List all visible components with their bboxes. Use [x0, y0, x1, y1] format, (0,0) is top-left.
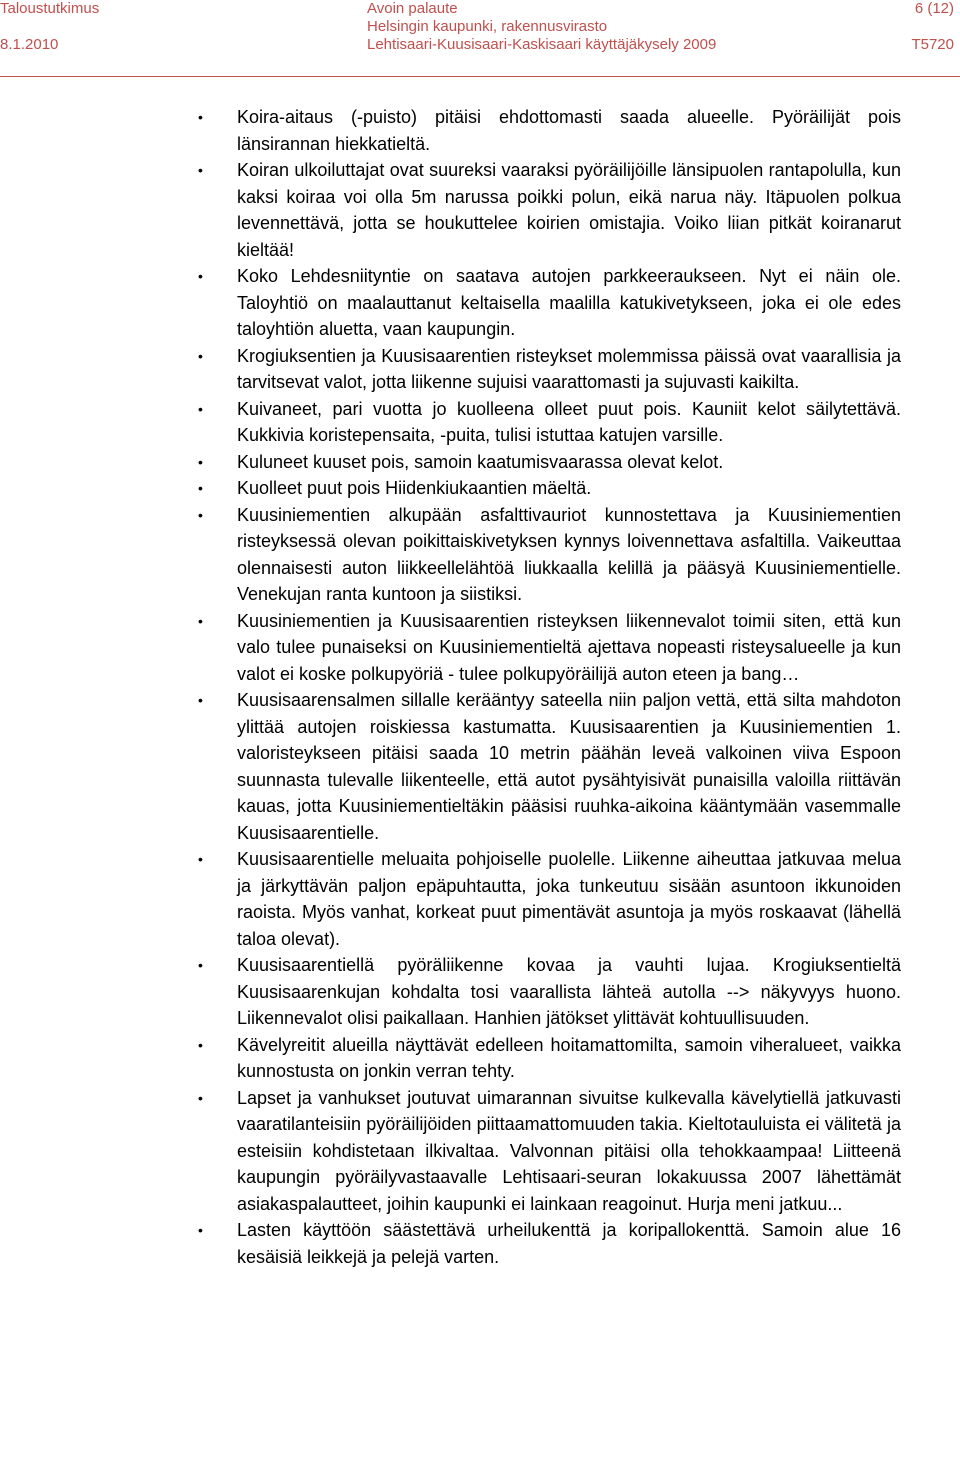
list-item: [198, 687, 901, 846]
section-title: Avoin palaute: [367, 0, 458, 17]
list-item: [198, 263, 901, 343]
list-item-text: Kuolleet puut pois Hiidenkiukaantien mäeltä.: [237, 478, 592, 498]
feedback-list: [198, 104, 901, 1270]
bullet-icon: •: [198, 612, 203, 629]
list-item: [198, 157, 901, 263]
list-item-text: Koira-aitaus (-puisto) pitäisi ehdottomasti saada alueelle. Pyöräilijät pois länsirannan hiekkatieltä.: [237, 107, 901, 154]
list-item-text: Kuusiniementien alkupään asfalttivauriot kunnostettava ja Kuusiniementien risteyksessä olevan poikittaiskivetyksen kynnys loivennettava asfaltilla. Vaikeuttaa olennaisesti auton liikkeellelähtöä liukkaalla kelillä ja pääsyä Kuusiniementielle. Venekujan ranta kuntoon ja siistiksi.: [237, 504, 901, 604]
project-code: T5720: [911, 36, 954, 53]
list-item-text: Koko Lehdesniityntie on saatava autojen parkkeeraukseen. Nyt ei näin ole. Taloyhtiö on maalauttanut keltaisella maalilla katukivetykseen, joka ei ole edes taloyhtiön aluetta, vaan kaupungin.: [237, 266, 901, 339]
report-source: Taloustutkimus: [0, 0, 100, 17]
bullet-icon: •: [198, 957, 203, 973]
bullet-icon: •: [198, 506, 203, 523]
list-item-text: Kuusiniementien ja Kuusisaarentien risteyksen liikennevalot toimii siten, että kun valo tulee punaiseksi on Kuusiniementieltä ajettava nopeasti risteysalueelle ja kun valot ei koske polkupyöriä - tulee polkupyöräilijä auton eteen ja bang…: [237, 610, 901, 684]
bullet-icon: •: [198, 453, 203, 470]
list-item-text: Lapset ja vanhukset joutuvat uimarannan sivuitse kulkevalla kävelytiellä jatkuvasti vaaratilanteisiin pyöräilijöiden piittaamattomuuden takia. Kieltotauluista ei välitetä ja esteisiin kohdistetaan ilkivaltaa. Valvonnan pitäisi olla tehokkaampaa! Liitteenä kaupungin pyöräilyvastaavalle Lehtisaari-seuran lokakuussa 2007 lähettämät asiakaspalautteet, joihin kaupunki ei lainkaan reagoinut. Hurja meni jatkuu...: [237, 1087, 901, 1214]
list-item: [198, 449, 901, 476]
list-item-text: Kuusisaarensalmen sillalle kerääntyy sateella niin paljon vettä, että silta mahdoton ylittää autojen roiskiessa kastumatta. Kuusisaarentien ja Kuusiniementien 1. valoristeykseen pitäisi saada 10 metrin päähän leveä valkoinen viiva Espoon suunnasta tulevalle liikenteelle, että autot pysähtyisivät punaisilla valoilla riittävän kauas, jotta Kuusiniementieltäkin pääsisi ruuhka-aikoina kääntymään vasemmalle Kuusisaarentielle.: [237, 690, 901, 843]
list-item-text: Krogiuksentien ja Kuusisaarentien risteykset molemmissa päissä ovat vaarallisia ja tarvitsevat valot, jotta liikenne sujuisi vaarattomasti ja sujuvasti kaikilta.: [237, 345, 901, 392]
list-item: [198, 1217, 901, 1270]
list-item: [198, 502, 901, 608]
list-item: [198, 343, 901, 396]
list-item: [198, 952, 901, 1032]
list-item-text: Kuusisaarentielle meluaita pohjoiselle puolelle. Liikenne aiheuttaa jatkuvaa melua ja järkyttävän paljon epäpuhtautta, joka tunkeutuu sisään asuntoon ikkunoiden raoista. Myös vanhat, korkeat puut pimentävät asuntoja ja myös roskaavat (lähellä taloa olevat).: [237, 849, 901, 949]
list-item: [198, 104, 901, 157]
bullet-icon: •: [198, 162, 203, 178]
list-item-text: Kuluneet kuuset pois, samoin kaatumisvaarassa olevat kelot.: [237, 451, 724, 472]
list-item-text: Koiran ulkoiluttajat ovat suureksi vaaraksi pyöräilijöille länsipuolen rantapolulla, kun kaksi koiraa voi olla 5m narussa poikki polun, eikä narua näy. Itäpuolen polkua levennettävä, jotta se houkuttelee koirien omistajia. Voiko liian pitkät koiranarut kieltää!: [237, 160, 901, 260]
list-item: [198, 1085, 901, 1218]
list-item-text: Lasten käyttöön säästettävä urheilukenttä ja koripallokenttä. Samoin alue 16 kesäisiä leikkejä ja pelejä varten.: [237, 1220, 901, 1267]
list-item: [198, 1032, 901, 1085]
bullet-icon: •: [198, 347, 203, 364]
client-name: Helsingin kaupunki, rakennusvirasto: [367, 18, 608, 35]
report-date: 8.1.2010: [0, 36, 59, 53]
feedback-content: [198, 104, 901, 1270]
list-item: [198, 846, 901, 952]
bullet-icon: •: [198, 692, 203, 708]
bullet-icon: •: [198, 1036, 203, 1053]
list-item: [198, 475, 901, 502]
bullet-icon: •: [198, 851, 203, 867]
list-item-text: Kuivaneet, pari vuotta jo kuolleena olleet puut pois. Kauniit kelot säilytettävä. Kukkivia koristepensaita, -puita, tulisi istuttaa katujen varsille.: [237, 398, 901, 445]
page-number: 6 (12): [914, 0, 954, 17]
page-header: [0, 0, 960, 80]
list-item: [198, 608, 901, 688]
bullet-icon: •: [198, 109, 203, 125]
bullet-icon: •: [198, 268, 203, 284]
header-divider: [0, 76, 960, 77]
list-item-text: Kuusisaarentiellä pyöräliikenne kovaa ja vauhti lujaa. Krogiuksentieltä Kuusisaarenkujan kohdalta tosi vaarallista lähteä autolla --> näkyvyys huono. Liikennevalot olisi paikallaan. Hanhien jätökset ylittävät kohtuullisuuden.: [237, 955, 901, 1028]
bullet-icon: •: [198, 480, 203, 496]
bullet-icon: •: [198, 1089, 203, 1106]
bullet-icon: •: [198, 1222, 203, 1238]
survey-title: Lehtisaari-Kuusisaari-Kaskisaari käyttäjäkysely 2009: [367, 36, 717, 53]
list-item-text: Kävelyreitit alueilla näyttävät edelleen hoitamattomilta, samoin viheralueet, vaikka kunnostusta on jonkin verran tehty.: [237, 1034, 901, 1081]
list-item: [198, 396, 901, 449]
bullet-icon: •: [198, 400, 203, 417]
